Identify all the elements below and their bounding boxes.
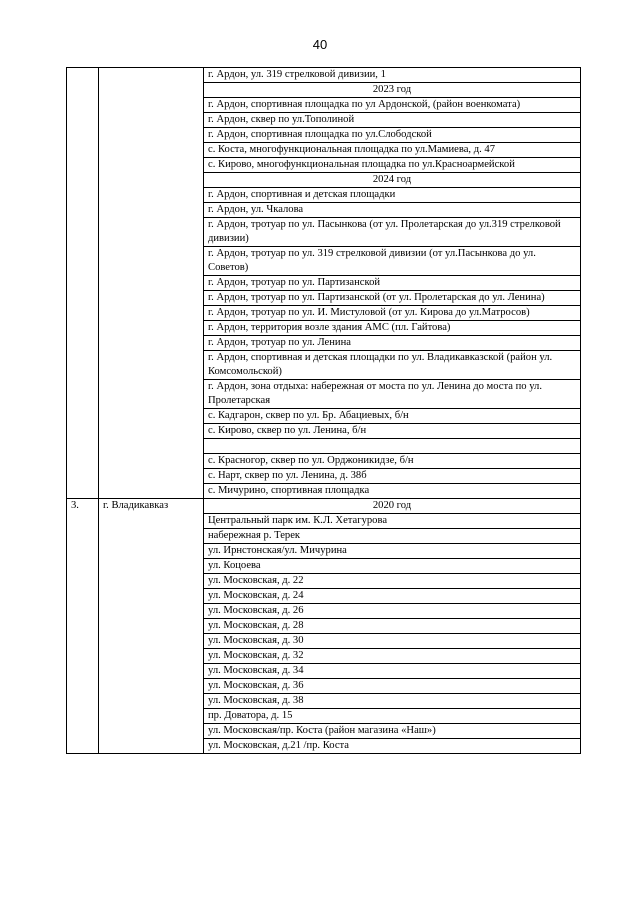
object-address: ул. Московская, д. 28 <box>204 619 581 634</box>
year-heading: 2020 год <box>204 499 581 514</box>
object-address: г. Ардон, тротуар по ул. Пасынкова (от ул. Пролетарская до ул.319 стрелковой дивизии) <box>204 218 581 247</box>
object-address: пр. Доватора, д. 15 <box>204 709 581 724</box>
page-number: 40 <box>312 37 328 52</box>
object-address: ул. Московская, д. 24 <box>204 589 581 604</box>
object-address: Центральный парк им. К.Л. Хетагурова <box>204 514 581 529</box>
object-address: ул. Московская, д. 22 <box>204 574 581 589</box>
year-row <box>67 499 581 514</box>
object-address: г. Ардон, спортивная и детская площадки по ул. Владикавказской (район ул. Комсомольской) <box>204 351 581 380</box>
object-address: г. Ардон, тротуар по ул. Ленина <box>204 336 581 351</box>
object-address: ул. Московская, д. 32 <box>204 649 581 664</box>
object-address: ул. Московская, д. 30 <box>204 634 581 649</box>
object-address: г. Ардон, тротуар по ул. Партизанской (от ул. Пролетарская до ул. Ленина) <box>204 291 581 306</box>
object-address: г. Ардон, ул. Чкалова <box>204 203 581 218</box>
object-address: с. Красногор, сквер по ул. Орджоникидзе, б/н <box>204 454 581 469</box>
object-address: с. Кадгарон, сквер по ул. Бр. Абациевых, б/н <box>204 409 581 424</box>
object-address: г. Ардон, территория возле здания АМС (пл. Гайтова) <box>204 321 581 336</box>
year-heading: 2024 год <box>204 173 581 188</box>
object-address: г. Ардон, зона отдыха: набережная от моста по ул. Ленина до моста по ул. Пролетарская <box>204 380 581 409</box>
objects-table <box>66 67 581 754</box>
object-address: с. Мичурино, спортивная площадка <box>204 484 581 499</box>
object-address: с. Кирово, сквер по ул. Ленина, б/н <box>204 424 581 439</box>
object-address: с. Кирово, многофункциональная площадка по ул.Красноармейской <box>204 158 581 173</box>
object-address: г. Ардон, спортивная площадка по ул.Слободской <box>204 128 581 143</box>
object-address: г. Ардон, спортивная площадка по ул Ардонской, (район военкомата) <box>204 98 581 113</box>
object-address: ул. Московская, д.21 /пр. Коста <box>204 739 581 754</box>
object-address <box>204 439 581 454</box>
object-address: ул. Московская, д. 36 <box>204 679 581 694</box>
object-address: с. Коста, многофункциональная площадка по ул.Мамиева, д. 47 <box>204 143 581 158</box>
object-address: г. Ардон, спортивная и детская площадки <box>204 188 581 203</box>
object-address: ул. Московская/пр. Коста (район магазина «Наш») <box>204 724 581 739</box>
row-number: 3. <box>67 499 99 754</box>
object-address: набережная р. Терек <box>204 529 581 544</box>
object-address: ул. Московская, д. 38 <box>204 694 581 709</box>
object-address: г. Ардон, тротуар по ул. Партизанской <box>204 276 581 291</box>
object-address: ул. Московская, д. 26 <box>204 604 581 619</box>
object-address: г. Ардон, тротуар по ул. 319 стрелковой дивизии (от ул.Пасынкова до ул. Советов) <box>204 247 581 276</box>
object-address: г. Ардон, тротуар по ул. И. Мистуловой (от ул. Кирова до ул.Матросов) <box>204 306 581 321</box>
object-address: г. Ардон, сквер по ул.Тополиной <box>204 113 581 128</box>
municipality-name <box>99 68 204 499</box>
object-address: ул. Коцоева <box>204 559 581 574</box>
municipality-name: г. Владикавказ <box>99 499 204 754</box>
objects-table-body <box>67 68 581 754</box>
table-row <box>67 68 581 83</box>
row-number <box>67 68 99 499</box>
year-heading: 2023 год <box>204 83 581 98</box>
object-address: ул. Ирнстонская/ул. Мичурина <box>204 544 581 559</box>
object-address: с. Нарт, сквер по ул. Ленина, д. 38б <box>204 469 581 484</box>
object-address: г. Ардон, ул. 319 стрелковой дивизии, 1 <box>204 68 581 83</box>
object-address: ул. Московская, д. 34 <box>204 664 581 679</box>
